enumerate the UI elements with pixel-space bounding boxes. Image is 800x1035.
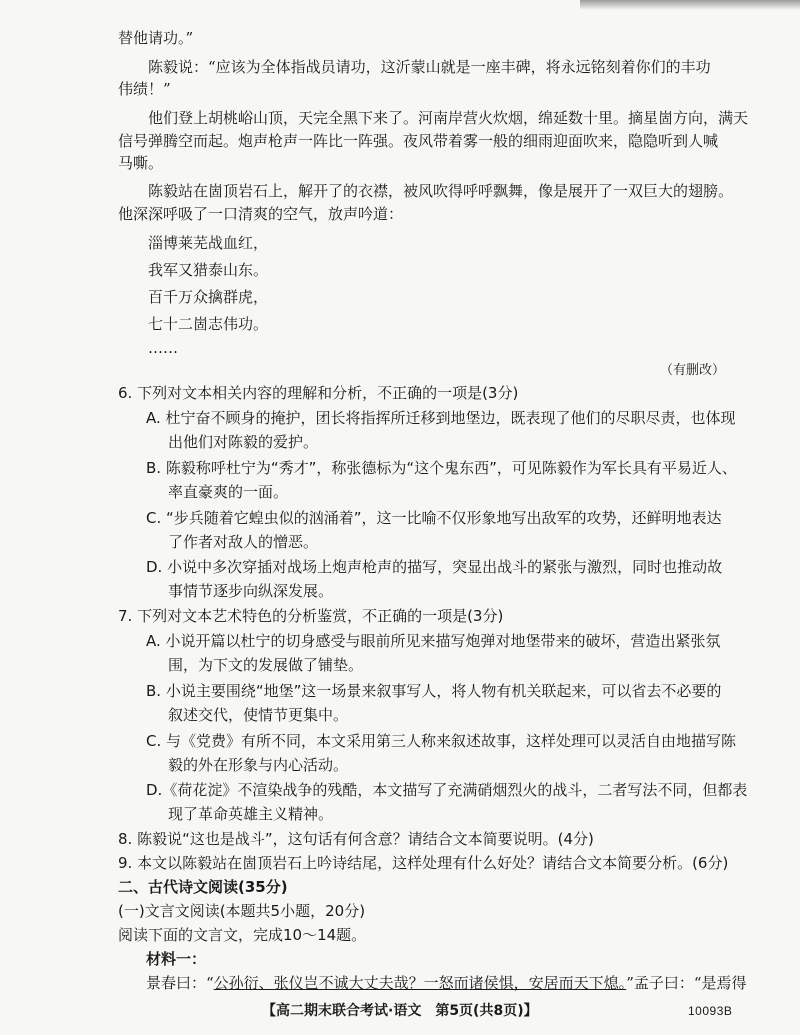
option-6d: D. 小说中多次穿插对战场上炮声枪声的描写，突显出战斗的紧张与激烈，同时也推动故 bbox=[146, 558, 723, 576]
poem-line: 我军又猎泰山东。 bbox=[148, 261, 269, 279]
option-7a-cont: 围，为下文的发展做了铺垫。 bbox=[168, 656, 364, 674]
question-7: 7. 下列对文本艺术特色的分析鉴赏，不正确的一项是(3分) bbox=[118, 607, 504, 625]
source-note: （有删改） bbox=[660, 363, 726, 378]
option-7d: D.《荷花淀》不渲染战争的残酷，本文描写了充满硝烟烈火的战斗，二者写法不同，但都表 bbox=[146, 781, 748, 799]
passage-line: 陈毅站在崮顶岩石上，解开了的衣襟，被风吹得呼呼飘舞，像是展开了一双巨大的翅膀。 bbox=[148, 182, 734, 200]
classical-text-lead: 景春曰：“ bbox=[146, 974, 214, 992]
option-7a: A. 小说开篇以杜宁的切身感受与眼前所见来描写炮弹对地堡带来的破坏，营造出紧张氛 bbox=[146, 632, 721, 650]
poem-line: 淄博莱芜战血红， bbox=[148, 234, 269, 252]
question-8: 8. 陈毅说“这也是战斗”，这句话有何含意？请结合文本简要说明。(4分) bbox=[118, 830, 594, 848]
option-6b-cont: 率直豪爽的一面。 bbox=[168, 483, 289, 501]
option-6c-cont: 了作者对敌人的憎恶。 bbox=[168, 533, 319, 551]
option-6c: C. “步兵随着它蝗虫似的汹涌着”，这一比喻不仅形象地写出敌军的攻势，还鲜明地表达 bbox=[146, 509, 722, 527]
page-footer: 【高二期末联合考试·语文 第5页(共8页)】 bbox=[262, 1003, 538, 1019]
option-7c: C. 与《党费》有所不同，本文采用第三人称来叙述故事，这样处理可以灵活自由地描写陈 bbox=[146, 732, 737, 750]
section-heading: 二、古代诗文阅读(35分) bbox=[118, 878, 288, 896]
passage-line: 马嘶。 bbox=[118, 154, 164, 172]
passage-line: 伟绩！” bbox=[118, 80, 171, 98]
ellipsis: …… bbox=[148, 339, 178, 357]
reading-instruction: 阅读下面的文言文，完成10～14题。 bbox=[118, 926, 367, 944]
poem-line: 百千万众擒群虎， bbox=[148, 288, 269, 306]
option-7b: B. 小说主要围绕“地堡”这一场景来叙事写人，将人物有机关联起来，可以省去不必要的 bbox=[146, 682, 722, 700]
option-6a-cont: 出他们对陈毅的爱护。 bbox=[168, 433, 319, 451]
subsection-heading: (一)文言文阅读(本题共5小题，20分) bbox=[118, 902, 366, 920]
classical-text-quote: 公孙衍、张仪岂不诚大丈夫哉？一怒而诸侯惧，安居而天下熄。 bbox=[213, 974, 627, 992]
question-9: 9. 本文以陈毅站在崮顶岩石上吟诗结尾，这样处理有什么好处？请结合文本简要分析。(6分) bbox=[118, 854, 729, 872]
passage-line: 他深深呼吸了一口清爽的空气，放声吟道： bbox=[118, 205, 404, 223]
option-7c-cont: 毅的外在形象与内心活动。 bbox=[168, 756, 349, 774]
poem-line: 七十二崮志伟功。 bbox=[148, 315, 269, 333]
paper-code: 10093B bbox=[688, 1004, 733, 1018]
question-6: 6. 下列对文本相关内容的理解和分析，不正确的一项是(3分) bbox=[118, 384, 519, 402]
classical-text-tail: ”孟子曰：“是焉得 bbox=[626, 974, 747, 992]
passage-line: 陈毅说：“应该为全体指战员请功，这沂蒙山就是一座丰碑，将永远铭刻着你们的丰功 bbox=[148, 58, 711, 76]
option-6d-cont: 事情节逐步向纵深发展。 bbox=[168, 582, 334, 600]
passage-line: 信号弹腾空而起。炮声枪声一阵比一阵强。夜风带着雾一般的细雨迎面吹来，隐隐听到人喊 bbox=[118, 132, 719, 150]
option-7d-cont: 现了革命英雄主义精神。 bbox=[168, 805, 334, 823]
classical-text-line bbox=[146, 973, 747, 993]
option-6a: A. 杜宁奋不顾身的掩护，团长将指挥所迁移到地堡边，既表现了他们的尽职尽责，也体现 bbox=[146, 409, 736, 427]
passage-line: 他们登上胡桃峪山顶，天完全黑下来了。河南岸营火炊烟，绵延数十里。摘星崮方向，满天 bbox=[148, 109, 749, 127]
passage-line: 替他请功。” bbox=[118, 29, 194, 47]
material-label: 材料一： bbox=[146, 950, 207, 968]
option-6b: B. 陈毅称呼杜宁为“秀才”，称张德标为“这个鬼东西”，可见陈毅作为军长具有平易近人、 bbox=[146, 459, 737, 477]
option-7b-cont: 叙述交代，使情节更集中。 bbox=[168, 706, 349, 724]
